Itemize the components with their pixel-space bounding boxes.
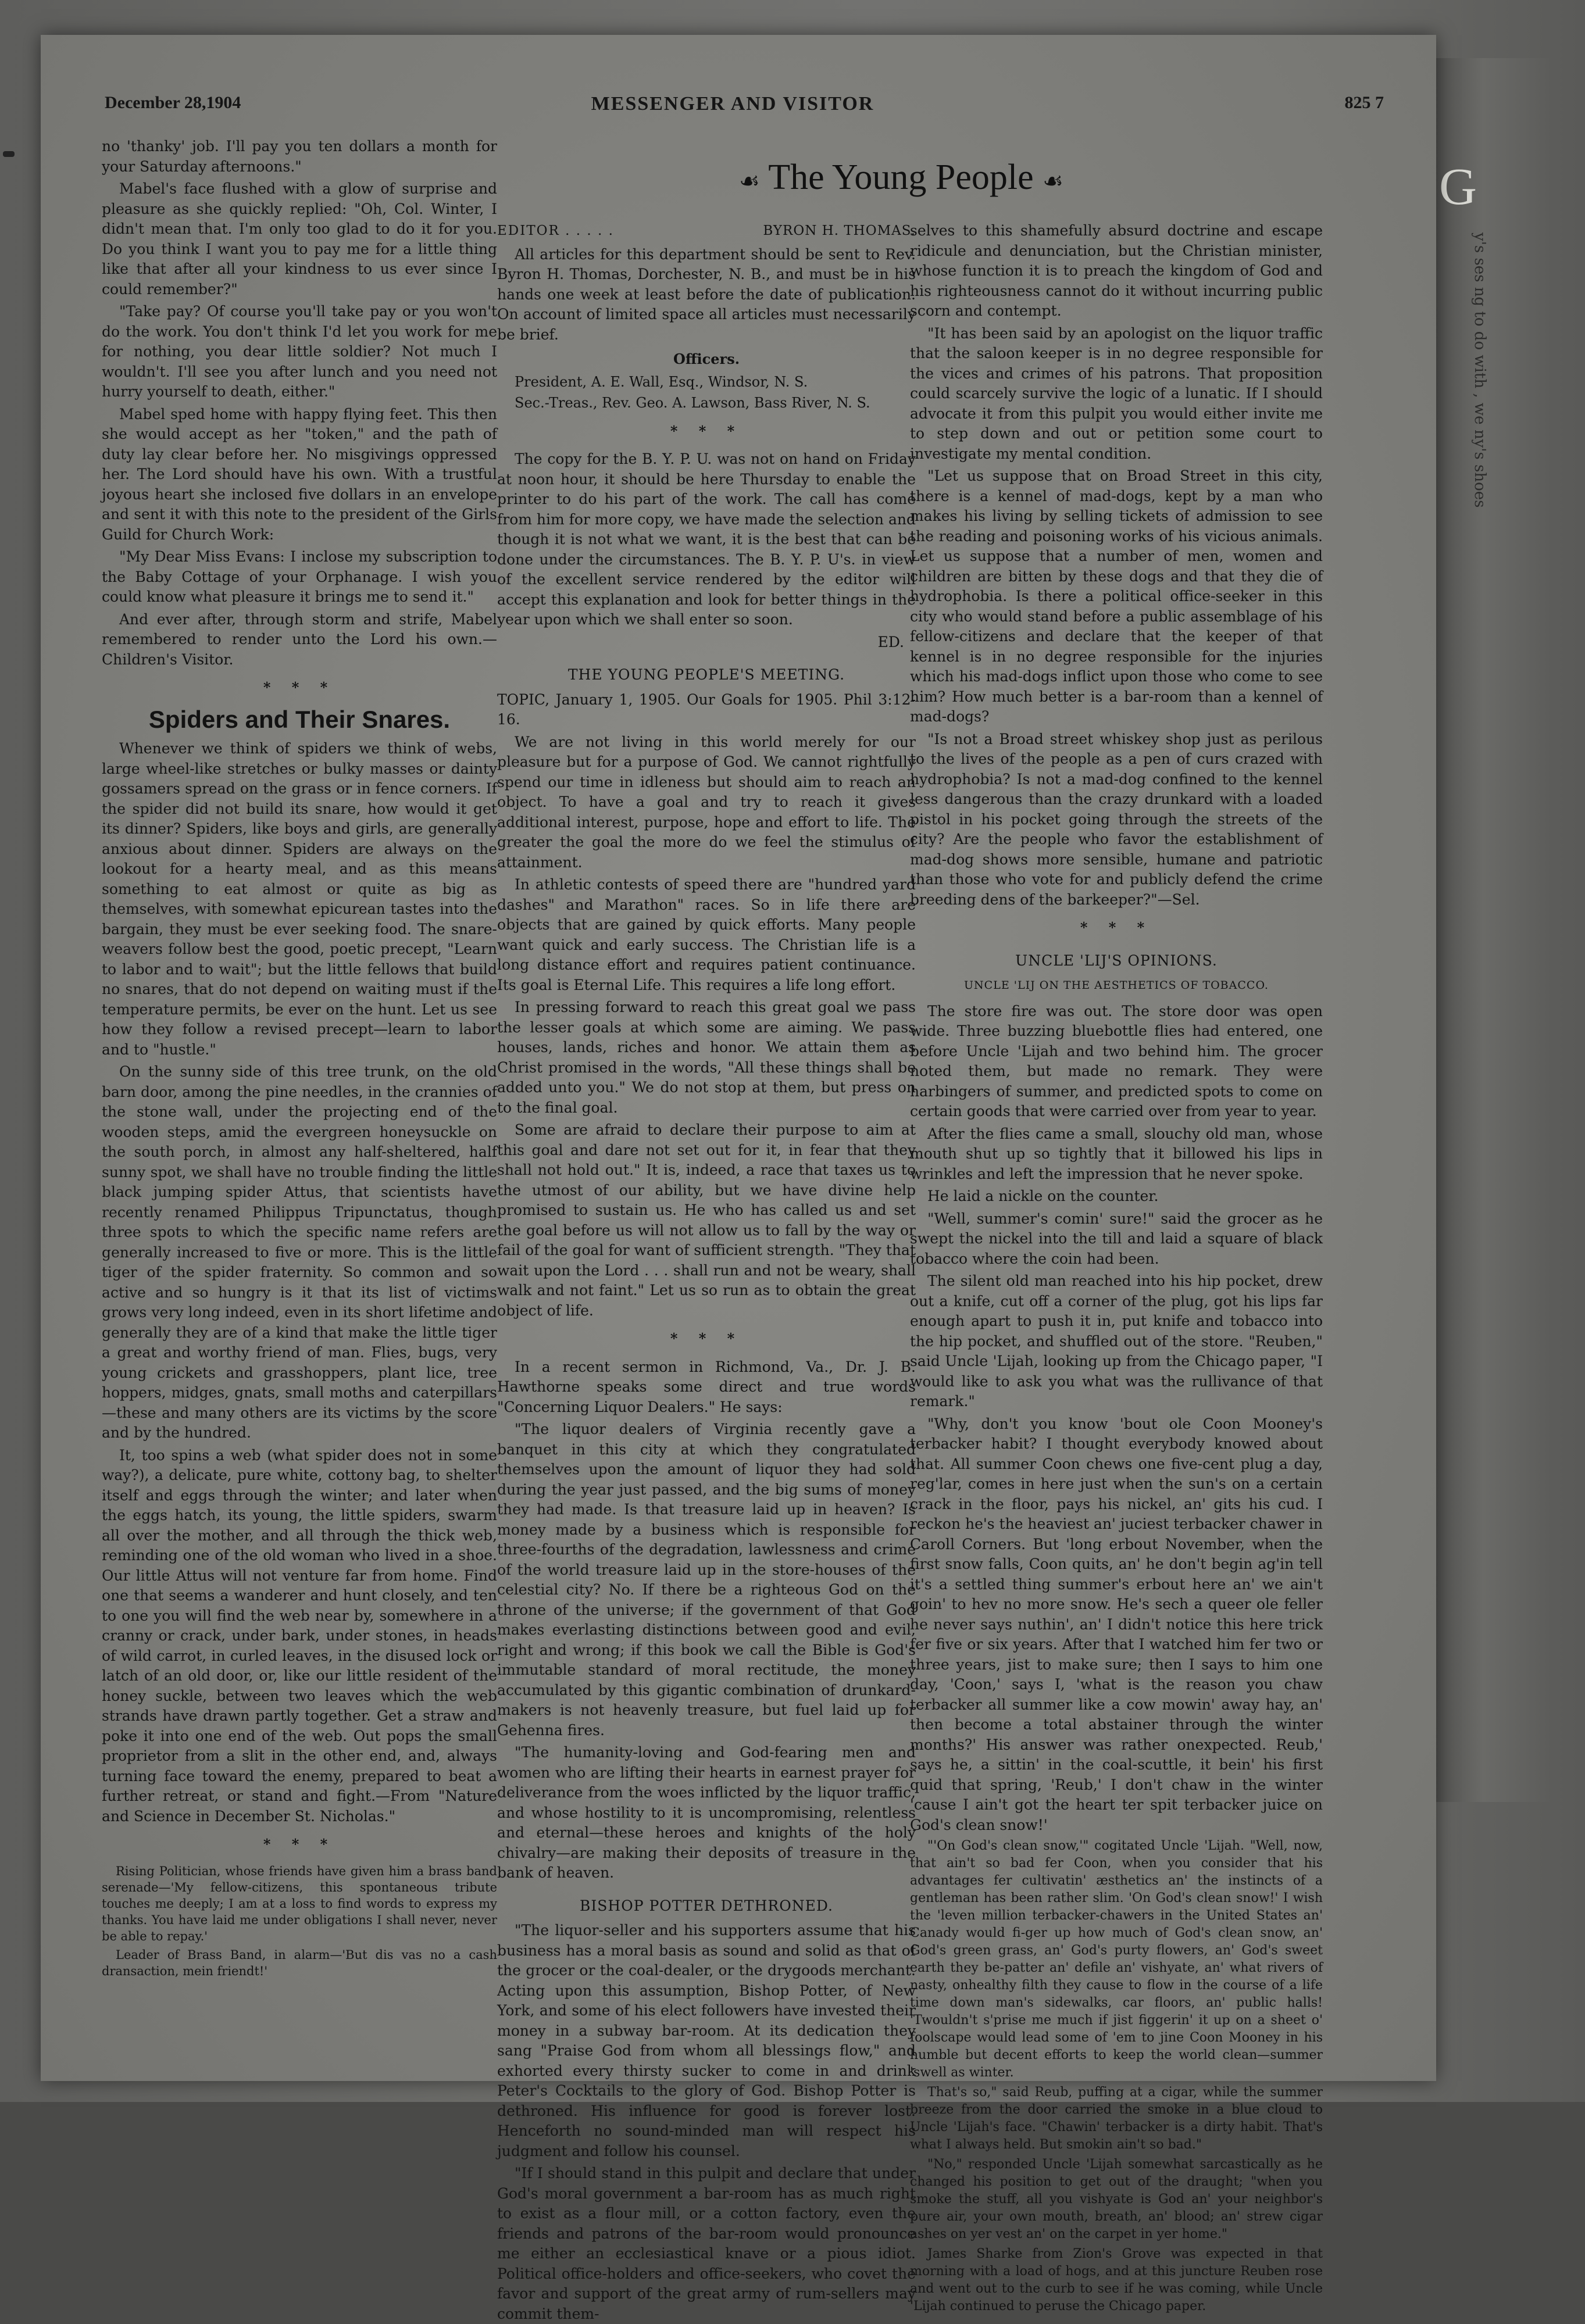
paragraph: "The humanity-loving and God-fearing men and women who are lifting their hearts in earnest prayer for deliverance from the woes inflicted by the liquor traffic, and whose hostility to it is uncompromising, relentless and eternal—these heroes and knights of the holy chivalry—are making their deposits of treasure in the bank of heaven.	[497, 1744, 916, 1881]
paragraph: On the sunny side of this tree trunk, on the old barn door, among the pine needles, in the crannies of the stone wall, under the projecting end of the wooden steps, amid the evergreen honeysuckle on the south porch, in almost any half-sheltered, half sunny spot, we shall have no trouble finding the little black jumping spider Attus, that scientists have recently renamed Philippus Tripunctatus, though three spots to which the specific name refers are generally increased to five or more. This is the little tiger of the spider fraternity. So common and so active and so hungry is it that its list of victims grows very long indeed, even in its short lifetime and generally they are of a kind that make the little tiger a great and worthy friend of man. Flies, bugs, very young crickets and grasshoppers, plant lice, tree hoppers, midges, gnats, small moths and caterpillars—these and many others are its victims by the score and by the hundred.	[102, 1063, 497, 1441]
separator: * * *	[263, 1836, 336, 1853]
paragraph: The silent old man reached into his hip pocket, drew out a knife, cut off a corner of the plug, got his lips far enough apart to push it in, put knife and tobacco into the hip pocket, and shuffled out of the store. "Reuben," said Uncle 'Lijah, looking up from the Chicago paper, "I would like to ask you what was the rullivance of that remark."	[910, 1272, 1323, 1410]
paragraph: "'On God's clean snow,'" cogitated Uncle 'Lijah. "Well, now, that ain't so bad fer Coon, when you consider that his advantages fer cultivatin' æsthetics an' the instincts of a gentleman has been rather slim. 'On God's clean snow!' I wish the 'leven million terbacker-chawers in the United States an' Canady would fi-ger up how much of God's clean snow, an' God's green grass, an' God's purty flowers, an' God's sweet earth they be-patter an' defile an' vishyate, an' what rivers of nasty, onhealthy filth they cause to flow in the course of a life time down man's sidewalks, car floors, an' public halls! 'Twouldn't s'prise me much if jist figgerin' it up on a sheet o' foolscape would lead some of 'em to jine Coon Mooney in his humble but decent efforts to keep the world clean—summer 'swell as winter.	[910, 1839, 1323, 2080]
paragraph: It, too spins a web (what spider does not in some way?), a delicate, pure white, cottony bag, to shelter itself and eggs through the winter; and later when the eggs hatch, its young, the little spiders, swarm all over the mother, and all through the thick web, reminding one of the old woman who lived in a shoe. Our little Attus will not venture far from home. Find one that seems a wanderer and hunt closely, and ten to one you will find the web near by, somewhere in a cranny or crack, under bark, under stones, in heads of wild carrot, in curled leaves, in the disused lock or latch of an old door, or, like our little resident of the honey suckle, between two leaves which the web strands have drawn partly together. Get a straw and poke it into one end of the web. Out pops the small proprietor from a slit in the other end, and, always turning face toward the enemy, prepared to beat a further retreat, or stand and fight.—From "Nature and Science in December St. Nicholas."	[102, 1446, 497, 1825]
paragraph: The copy for the B. Y. P. U. was not on hand on Friday at noon hour, it should be here Thursday to enable the printer to do his part of the work. The call has come from him for more copy, we have made the selection and though it is not what we want, it is the best that can be done under the circumstances. The B. Y. P. U's. in view of the excellent service rendered by the editor will accept this explanation and look for better things in the year upon which we shall enter so soon.	[497, 451, 916, 628]
running-head	[87, 93, 1401, 122]
ornament-right-icon: ☙	[1043, 168, 1063, 194]
column-1	[102, 137, 497, 1978]
paragraph: That's so," said Reub, puffing at a cigar, while the summer breeze from the door carried the smoke in a blue cloud to Uncle 'Lijah's face. "Chawin' terbacker is a dirty habit. That's what I always held. But smokin ain't so bad."	[910, 2085, 1323, 2152]
anecdote	[102, 1863, 497, 1979]
masthead: MESSENGER AND VISITOR	[591, 93, 874, 115]
column-2	[497, 137, 916, 2322]
paragraph: "Let us suppose that on Broad Street in this city, there is a kennel of mad-dogs, kept by a man who makes his living by selling tickets of admission to see the reading and poisoning works of his vicious animals. Let us suppose that a number of men, women and children are bitten by these dogs and that they die of hydrophobia. Is there a political office-seeker in this city who would stand before a public assemblage of his fellow-citizens and declare that the keeper of that kennel is in no degree responsible for the injuries which his mad-dogs inflict upon those who come to see him? How much better is a bar-room than a kennel of mad-dogs?	[910, 467, 1323, 725]
editor-label: EDITOR . . . . .	[497, 223, 614, 238]
title-spacer	[497, 137, 916, 221]
page-number: 825 7	[1344, 93, 1384, 112]
paragraph: TOPIC, January 1, 1905. Our Goals for 1905. Phil 3:12-16.	[497, 691, 916, 728]
officer: President, A. E. Wall, Esq., Windsor, N. S.	[515, 373, 808, 390]
separator: * * *	[1080, 919, 1153, 936]
paragraph: "The liquor-seller and his supporters assume that his business has a moral basis as sound and solid as that of the grocer or the coal-dealer, or the drygoods merchant. Acting upon this assumption, Bishop Potter, of New York, and some of his elect followers have invested their money in a subway bar-room. At its dedication they sang "Praise God from whom all blessings flow," and exhorted every thirsty sucker to come in and drink Peter's Cocktails to the glory of God. Bishop Potter is dethroned. His influence for good is forever lost. Henceforth no sound-minded man will respect his judgment and follow his counsel.	[497, 1922, 916, 2159]
editor-name: BYRON H. THOMAS.	[763, 223, 916, 238]
paragraph: Some are afraid to declare their purpose to aim at this goal and dare not set out for it, in fear that they shall not hold out." It is, indeed, a race that taxes us to the utmost of our ability, but we have divine help promised to sustain us. He who has called us and set the goal before us will not allow us to fall by the way or fail of the goal for want of sufficient strength. "They that wait upon the Lord . . . shall run and not be weary, shall walk and not faint." Let us so run as to obtain the great object of life.	[497, 1121, 916, 1319]
edge-text: y's ses ng to do with , we ny's shoes	[1471, 233, 1488, 508]
paragraph: In a recent sermon in Richmond, Va., Dr. J. B. Hawthorne speaks some direct and true words "Concerning Liquor Dealers." He says:	[497, 1358, 916, 1415]
officers-heading: Officers.	[673, 351, 740, 367]
paragraph: selves to this shamefully absurd doctrine and escape ridicule and denunciation, but the Christian minister, whose function it is to preach the kingdom of God and his righteousness cannot do it without incurring public scorn and contempt.	[910, 222, 1323, 319]
paragraph: no 'thanky' job. I'll pay you ten dollars a month for your Saturday afternoons."	[102, 138, 497, 175]
paragraph: All articles for this department should be sent to Rev. Byron H. Thomas, Dorchester, N. B., and must be in his hands one week at least before the date of publication. On account of limited space all articles must necessarily be brief.	[497, 245, 916, 343]
article-heading: THE YOUNG PEOPLE'S MEETING.	[567, 666, 845, 683]
paragraph: He laid a nickle on the counter.	[927, 1188, 1159, 1204]
ornament-left-icon: ☙	[738, 168, 760, 194]
article-subheading: UNCLE 'LIJ ON THE AESTHETICS OF TOBACCO.	[964, 979, 1269, 992]
separator: * * *	[670, 1330, 743, 1347]
paragraph: In pressing forward to reach this great goal we pass the lesser goals at which some are aiming. We pass houses, lands, riches and honor. We attain them as Christ promised in the words, "All these things shall be added unto you." We do not stop at them, but press on to the final goal.	[497, 999, 916, 1116]
article-heading: Spiders and Their Snares.	[148, 705, 451, 733]
paragraph: Mabel's face flushed with a glow of surprise and pleasure as she quickly replied: "Oh, Col. Winter, I didn't mean that. I'm only too glad to do it for you. Do you think I want you to pay me for a little thing like that after all your kindness to us ever since I could remember?"	[102, 180, 497, 298]
edge-letter: G	[1439, 158, 1477, 216]
paragraph: "If I should stand in this pulpit and declare that under God's moral government a bar-room has as much right to exist as a flour mill, or a cotton factory, even the friends and patrons of the bar-room would pronounce me either an ecclesiastical knave or a pious idiot. Political office-holders and office-seekers, who covet the favor and support of the great army of rum-sellers may commit them-	[497, 2165, 916, 2322]
officer: Sec.-Treas., Rev. Geo. A. Lawson, Bass River, N. S.	[515, 395, 870, 411]
article-heading: BISHOP POTTER DETHRONED.	[580, 1897, 833, 1914]
paragraph: "The liquor dealers of Virginia recently gave a banquet in this city at which they congratulated themselves upon the amount of liquor they had sold during the year just passed, and the big sums of money they had made. Is that treasure laid up in heaven? Is money made by a business which is responsible for three-fourths of the degradation, lawlessness and crime of the world treasure laid up in the store-houses of the celestial city? No. If there be a righteous God on the throne of the universe; if the government of that God makes everlasting distinctions between good and evil, right and wrong; if this book we call the Bible is God's immutable standard of moral rectitude, the money accumulated by this gigantic combination of drunkard-makers is not heavenly treasure, but fuel laid up for Gehenna fires.	[497, 1421, 916, 1739]
paragraph: Whenever we think of spiders we think of webs, large wheel-like stretches or bulky masses or dainty gossamers spread on the grass or in fence corners. If the spider did not build its snare, how would it get its dinner? Spiders, like boys and girls, are generally anxious about dinner. Spiders are always on the lookout for a hearty meal, and as this means something to eat almost or quite as big as themselves, with somewhat epicurean tastes into the bargain, they must be ever seeking food. The snare-weavers follow best the good, poetic precept, "Learn to labor and to wait"; but the little fellows that build no snares, that do not depend on waiting must if the temperature permits, be ever on the hunt. Let us see how they follow a revised precept—learn to labor and to "hustle."	[102, 740, 497, 1058]
paragraph: Mabel sped home with happy flying feet. This then she would accept as her "token," and the path of duty lay clear before her. No misgivings oppressed her. The Lord should have his own. With a trustful joyous heart she inclosed five dollars in an envelope and sent it with this note to the president of the Girls Guild for Church Work:	[102, 405, 497, 543]
ink-speck	[3, 151, 15, 157]
title-spacer	[910, 137, 1323, 221]
paragraph: "Why, don't you know 'bout ole Coon Mooney's terbacker habit? I thought everybody knowed about that. All summer Coon chews one five-cent plug a day, reg'lar, comes in here just when the sun's on a certain crack in the floor, pays his nickel, an' gits his cud. I reckon he's the heaviest an' juciest terbacker chawer in Caroll Corners. But 'long erbout November, when the first snow falls, Coon quits, an' he don't begin ag'in tell it's a settled thing summer's erbout here an' we ain't goin' to hev no more snow. He's sech a queer ole feller he never says nuthin', an' I didn't notice this here trick fer five or six years. After that I watched him fer two or three years, jist to make sure; then I says to him one day, 'Coon,' says I, 'what is the reason you chaw terbacker all summer like a cow mowin' away hay, an' then become a total abstainer through the winter months?' His answer was rather onexpected. Reub,' says he, a sittin' in the coal-scuttle, it bein' his first quid that spring, 'Reub,' I don't chaw in the winter 'cause I ain't got the heart ter spit terbacker juice on God's clean snow!'	[910, 1415, 1323, 1833]
signature: ED.	[877, 633, 904, 650]
article-heading: UNCLE 'LIJ'S OPINIONS.	[1015, 952, 1218, 969]
paragraph: And ever after, through storm and strife, Mabel remembered to render unto the Lord his own.—Children's Visitor.	[102, 610, 497, 668]
issue-date: December 28,1904	[105, 93, 241, 112]
paragraph: "It has been said by an apologist on the liquor traffic that the saloon keeper is in no degree responsible for the vices and crimes of his patrons. That proposition could scarcely survive the logic of a lunatic. If I should advocate it from this pulpit you would either invite me to step down and out or petition some court to investigate my mental condition.	[910, 324, 1323, 462]
paragraph: After the flies came a small, slouchy old man, whose mouth shut up so tightly that it billowed his lips in wrinkles and left the impression that he never spoke.	[910, 1125, 1323, 1182]
separator: * * *	[670, 422, 743, 439]
column-3	[910, 137, 1323, 2314]
paragraph: "My Dear Miss Evans: I inclose my subscription to the Baby Cottage of your Orphanage. I wish you could know what pleasure it brings me to send it."	[102, 548, 497, 605]
paragraph: James Sharke from Zion's Grove was expected in that morning with a load of hogs, and at this juncture Reuben rose and went out to the curb to see if he was coming, while Uncle 'Lijah continued to peruse the Chicago paper.	[910, 2247, 1323, 2314]
paragraph: The store fire was out. The store door was open wide. Three buzzing bluebottle flies had entered, one before Uncle 'Lijah and two behind him. The grocer noted them, but made no remark. They were harbingers of summer, and predicted spots to come on certain goods that were carried over from year to year.	[910, 1002, 1323, 1120]
paragraph: "Take pay? Of course you'll take pay or you won't do the work. You don't think I'd let you work for me for nothing, you dear little soldier? Not much I wouldn't. I'll see you after lunch and you need not hurry yourself to death, either."	[102, 303, 497, 400]
paragraph: "No," responded Uncle 'Lijah somewhat sarcastically as he changed his position to get out of the draught; "when you smoke the stuff, all you vishyate is God an' your neighbor's pure air, your own mouth, breath, an' blood; an' strew cigar ashes on yer vest an' on the carpet in yer home."	[910, 2157, 1323, 2241]
section-title-text: The Young People	[768, 158, 1034, 197]
editor-line	[497, 221, 916, 241]
small-print-block	[910, 1837, 1323, 2315]
paragraph: We are not living in this world merely for our pleasure but for a purpose of God. We cannot rightfully spend our time in idleness but should aim to reach an object. To have a goal and try to reach it gives additional interest, purpose, hope and effort to life. The greater the goal the more do we feel the stimulus of attainment.	[497, 733, 916, 871]
paragraph: In athletic contests of speed there are "hundred yard dashes" and Marathon" races. So in life there are objects that are gained by quick efforts. Many people want quick and early success. The Christian life is a long distance effort and requires patient continuance. Its goal is Eternal Life. This requires a life long effort.	[497, 876, 916, 993]
paragraph: Leader of Brass Band, in alarm—'But dis vas no a cash dransaction, mein friendt!'	[102, 1947, 497, 1978]
paragraph: "Well, summer's comin' sure!" said the grocer as he swept the nickel into the till and laid a square of black tobacco where the coin had been.	[910, 1210, 1323, 1267]
paragraph: "Is not a Broad street whiskey shop just as perilous to the lives of the people as a pen of curs crazed with hydrophobia? Is not a mad-dog confined to the kennel less dangerous than the crazy drunkard with a loaded pistol in his pocket going through the streets of the city? Are the people who favor the establishment of mad-dog shows more sensible, humane and patriotic than those who vote for and publicly defend the crime breeding dens of the barkeeper?"—Sel.	[910, 730, 1323, 908]
separator: * * *	[263, 679, 336, 696]
paragraph: Rising Politician, whose friends have given him a brass band serenade—'My fellow-citizens, this spontaneous tribute touches me deeply; I am at a loss to find words to express my thanks. You have laid me under obligations I shall never, never be able to repay.'	[102, 1864, 497, 1943]
